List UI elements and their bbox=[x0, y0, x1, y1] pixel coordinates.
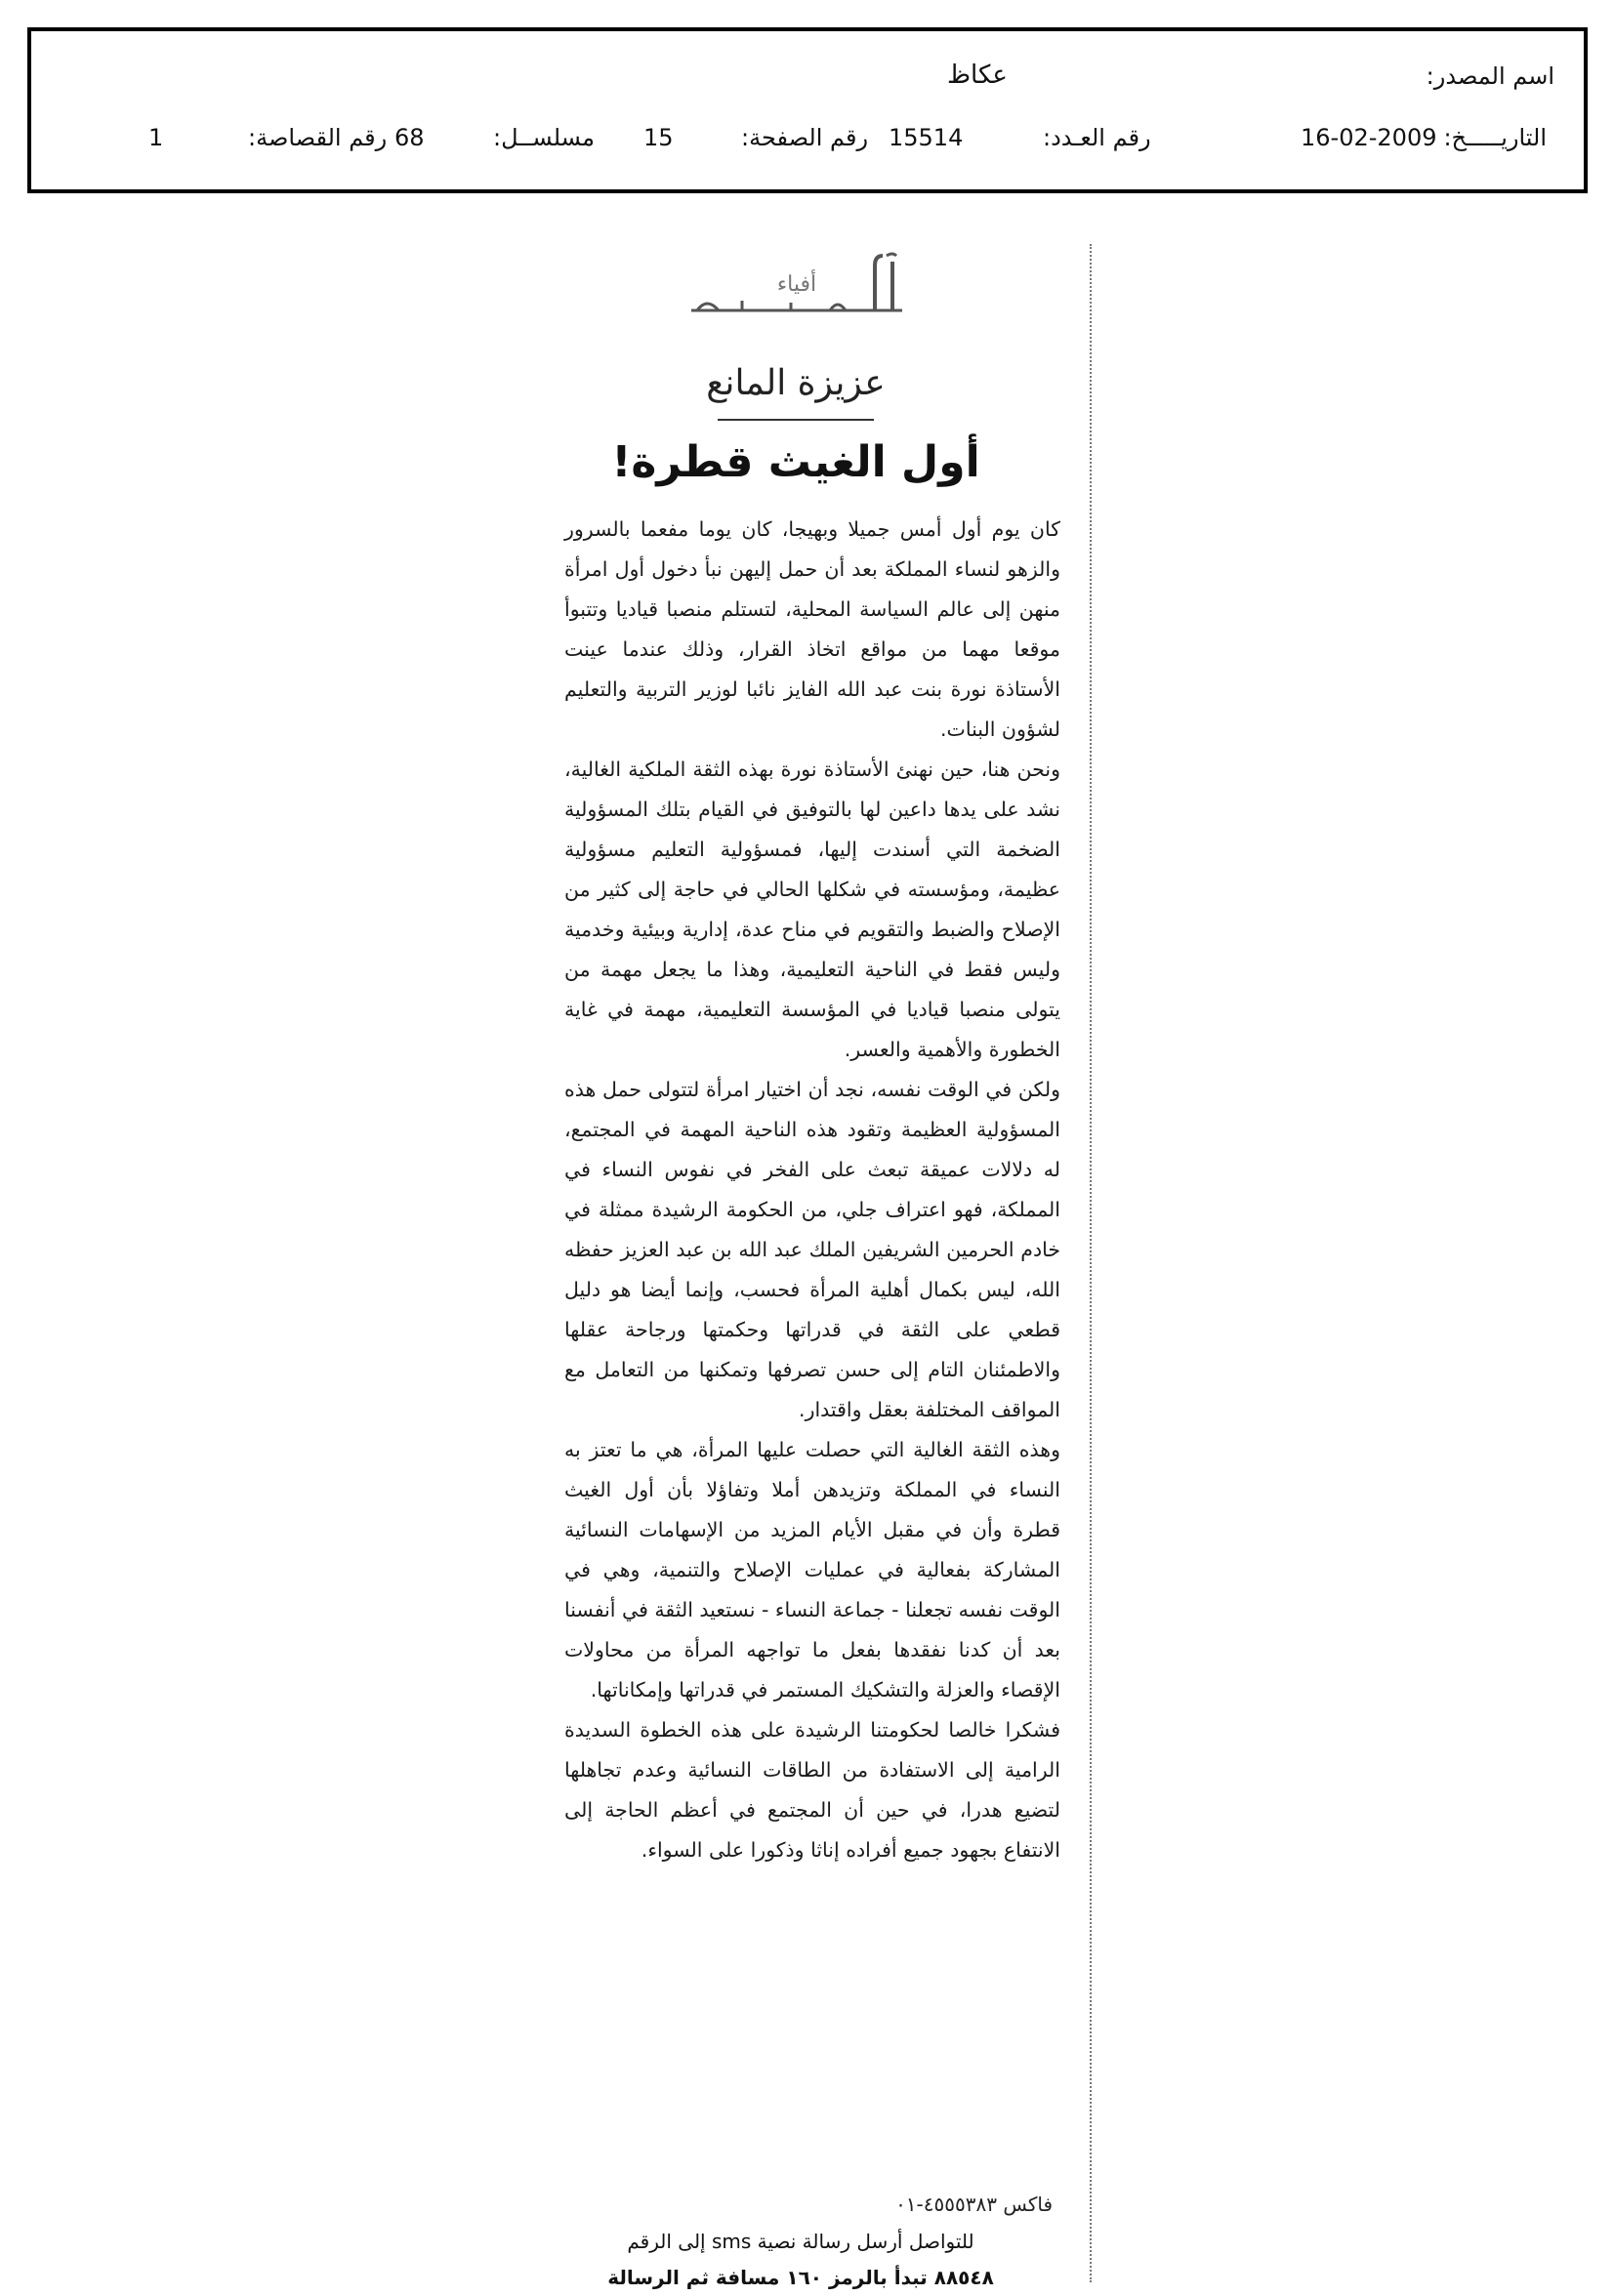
serial-label: مسلســل: bbox=[493, 124, 595, 151]
page-value: 15 bbox=[643, 124, 674, 151]
article-body bbox=[564, 510, 1060, 1870]
author-name: عزيزة المانع bbox=[706, 363, 886, 403]
clipping-header bbox=[27, 27, 1588, 193]
clipping-number-value: 1 bbox=[148, 124, 164, 151]
page-label: رقم الصفحة: bbox=[741, 124, 869, 151]
column-logo bbox=[683, 252, 910, 322]
contact-info bbox=[527, 2224, 1074, 2296]
serial-value: 68 bbox=[394, 124, 425, 151]
paragraph: كان يوم أول أمس جميلا وبهيجا، كان يوما مفعما بالسرور والزهو لنساء المملكة بعد أن حمل إليهن نبأ دخول أول امرأة منهن إلى عالم السياسة المحلية، لتستلم منصبا قياديا وتتبوأ موقعا مهما من مواقع اتخاذ القرار، وذلك عندما عينت الأستاذة نورة بنت عبد الله الفايز نائبا لوزير التربية والتعليم لشؤون البنات. bbox=[564, 517, 1060, 741]
issue-value: 15514 bbox=[889, 124, 964, 151]
source-label: اسم المصدر: bbox=[1426, 62, 1554, 90]
date-value: 16-02-2009 bbox=[1301, 124, 1437, 151]
column-divider bbox=[1090, 244, 1092, 2282]
paragraph: ونحن هنا، حين نهنئ الأستاذة نورة بهذه الثقة الملكية الغالية، نشد على يدها داعين لها بالتوفيق في القيام بتلك المسؤولية الضخمة التي أسندت إليها، فمسؤولية التعليم مسؤولية عظيمة، ومؤسسته في شكلها الحالي في حاجة إلى كثير من الإصلاح والضبط والتقويم في مناح عدة، إدارية وبيئية وخدمية وليس فقط في الناحية التعليمية، وهذا ما يجعل مهمة من يتولى منصبا قياديا في المؤسسة التعليمية، مهمة في غاية الخطورة والأهمية والعسر. bbox=[564, 758, 1060, 1061]
paragraph: فشكرا خالصا لحكومتنا الرشيدة على هذه الخطوة السديدة الرامية إلى الاستفادة من الطاقات النسائية وعدم تجاهلها لتضيع هدرا، في حين أن المجتمع في أعظم الحاجة إلى الانتفاع بجهود جميع أفراده إناثا وذكورا على السواء. bbox=[564, 1718, 1060, 1862]
date-label: التاريـــــخ: bbox=[1443, 124, 1547, 151]
paragraph: وهذه الثقة الغالية التي حصلت عليها المرأة، هي ما تعتز به النساء في المملكة وتزيدهن أملا وتفاؤلا بأن أول الغيث قطرة وأن في مقبل الأيام المزيد من الإسهامات النسائية المشاركة بفعالية في عمليات الإصلاح والتنمية، وهي في الوقت نفسه تجعلنا - جماعة النساء - نستعيد الثقة في أنفسنا بعد أن كدنا نفقدها بفعل ما تواجهه المرأة من محاولات الإقصاء والعزلة والتشكيك المستمر في قدراتها وإمكاناتها. bbox=[564, 1438, 1060, 1702]
fax-number: فاكس ٤٥٥٥٣٨٣-٠١ bbox=[895, 2193, 1053, 2216]
clipping-number-label: رقم القصاصة: bbox=[248, 124, 388, 151]
issue-label: رقم العـدد: bbox=[1043, 124, 1151, 151]
contact-line: ٨٨٥٤٨ تبدأ بالرمز ١٦٠ مسافة ثم الرسالة bbox=[607, 2266, 994, 2289]
author-underline bbox=[718, 419, 874, 421]
column-logo-text: أفياء bbox=[776, 272, 817, 297]
source-name: عكاظ bbox=[947, 61, 1008, 90]
contact-line: للتواصل أرسل رسالة نصية sms إلى الرقم bbox=[627, 2230, 974, 2253]
paragraph: ولكن في الوقت نفسه، نجد أن اختيار امرأة لتتولى حمل هذه المسؤولية العظيمة وتقود هذه الناحية المهمة في المجتمع، له دلالات عميقة تبعث على الفخر في نفوس النساء في المملكة، فهو اعتراف جلي، من الحكومة الرشيدة ممثلة في خادم الحرمين الشريفين الملك عبد الله بن عبد العزيز حفظه الله، ليس بكمال أهلية المرأة فحسب، وإنما أيضا هو دليل قطعي على الثقة في قدراتها وحكمتها ورجاحة عقلها والاطمئنان التام إلى حسن تصرفها وتمكنها من التعامل مع المواقف المختلفة بعقل واقتدار. bbox=[564, 1078, 1060, 1421]
headline: أول الغيث قطرة! bbox=[611, 437, 980, 487]
